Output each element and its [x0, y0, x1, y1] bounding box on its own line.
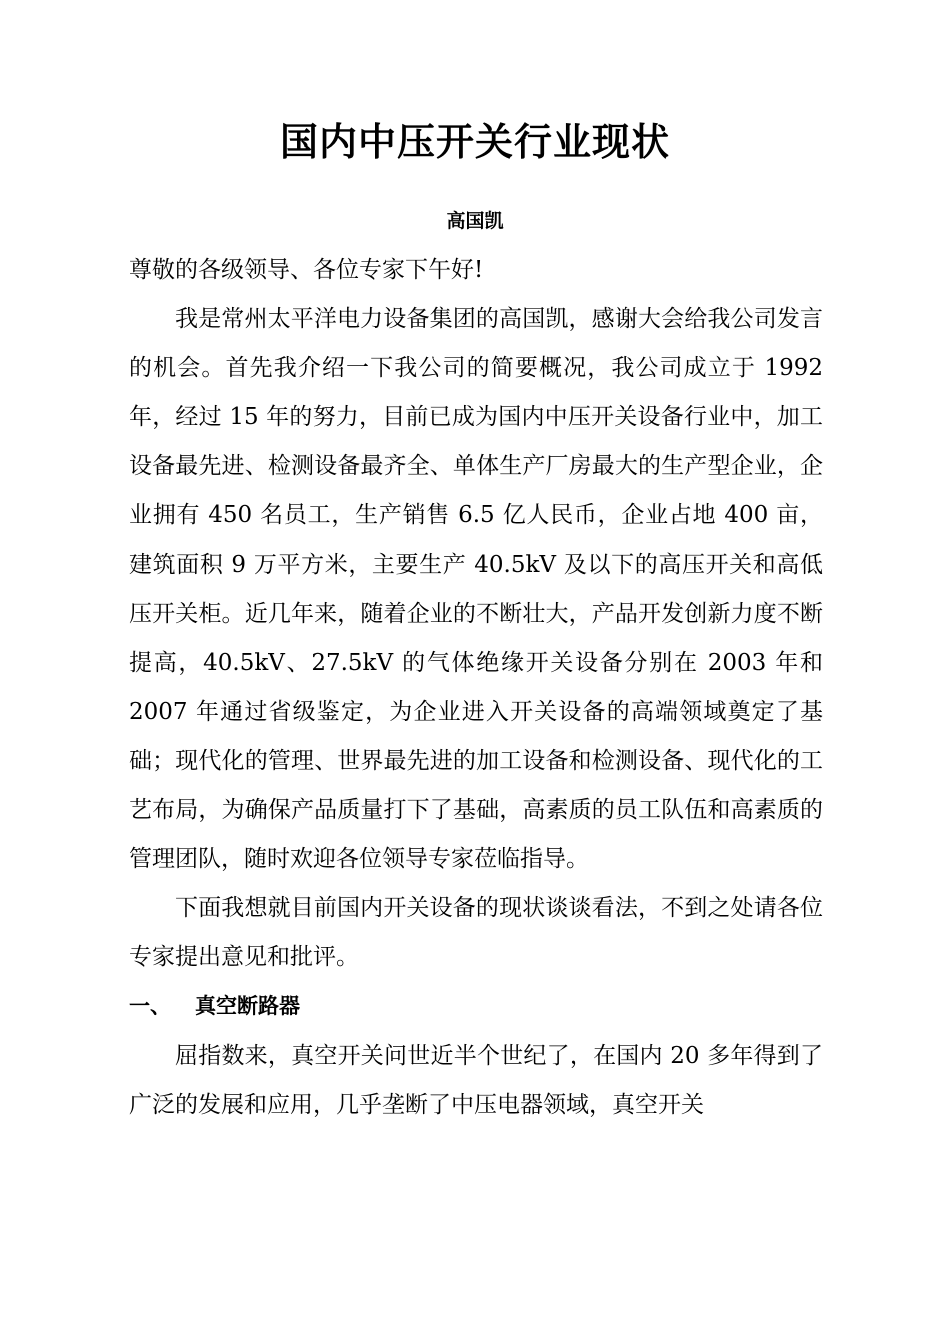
greeting: 尊敬的各级领导、各位专家下午好! [129, 257, 484, 283]
section-title: 真空断路器 [195, 994, 300, 1019]
section-heading [129, 982, 823, 1031]
paragraph-transition: 下面我想就目前国内开关设备的现状谈谈看法，不到之处请各位专家提出意见和批评。 [129, 895, 823, 971]
document-body [129, 246, 823, 1130]
document-title: 国内中压开关行业现状 [279, 120, 670, 164]
section-number: 一、 [129, 994, 171, 1019]
document-author: 高国凯 [446, 210, 504, 232]
paragraph-section1: 屈指数来，真空开关问世近半个世纪了，在国内 20 多年得到了广泛的发展和应用，几乎垄断了中压电器领域，真空开关 [129, 1042, 823, 1118]
paragraph-intro: 我是常州太平洋电力设备集团的高国凯，感谢大会给我公司发言的机会。首先我介绍一下我公司的简要概况，我公司成立于 1992 年，经过 15 年的努力，目前已成为国内中压开关设备行业中，加工设备最先进、检测设备最齐全、单体生产厂房最大的生产型企业，企业拥有 450 名员工，生产销售 6.5 亿人民币，企业占地 400 亩，建筑面积 9 万平方米，主要生产 40.5kV 及以下的高压开关和高低压开关柜。近几年来，随着企业的不断壮大，产品开发创新力度不断提高，40.5kV、27.5kV 的气体绝缘开关设备分别在 2003 年和 2007 年通过省级鉴定，为企业进入开关设备的高端领域奠定了基础；现代化的管理、世界最先进的加工设备和检测设备、现代化的工艺布局，为确保产品质量打下了基础，高素质的员工队伍和高素质的管理团队，随时欢迎各位领导专家莅临指导。 [129, 306, 823, 873]
